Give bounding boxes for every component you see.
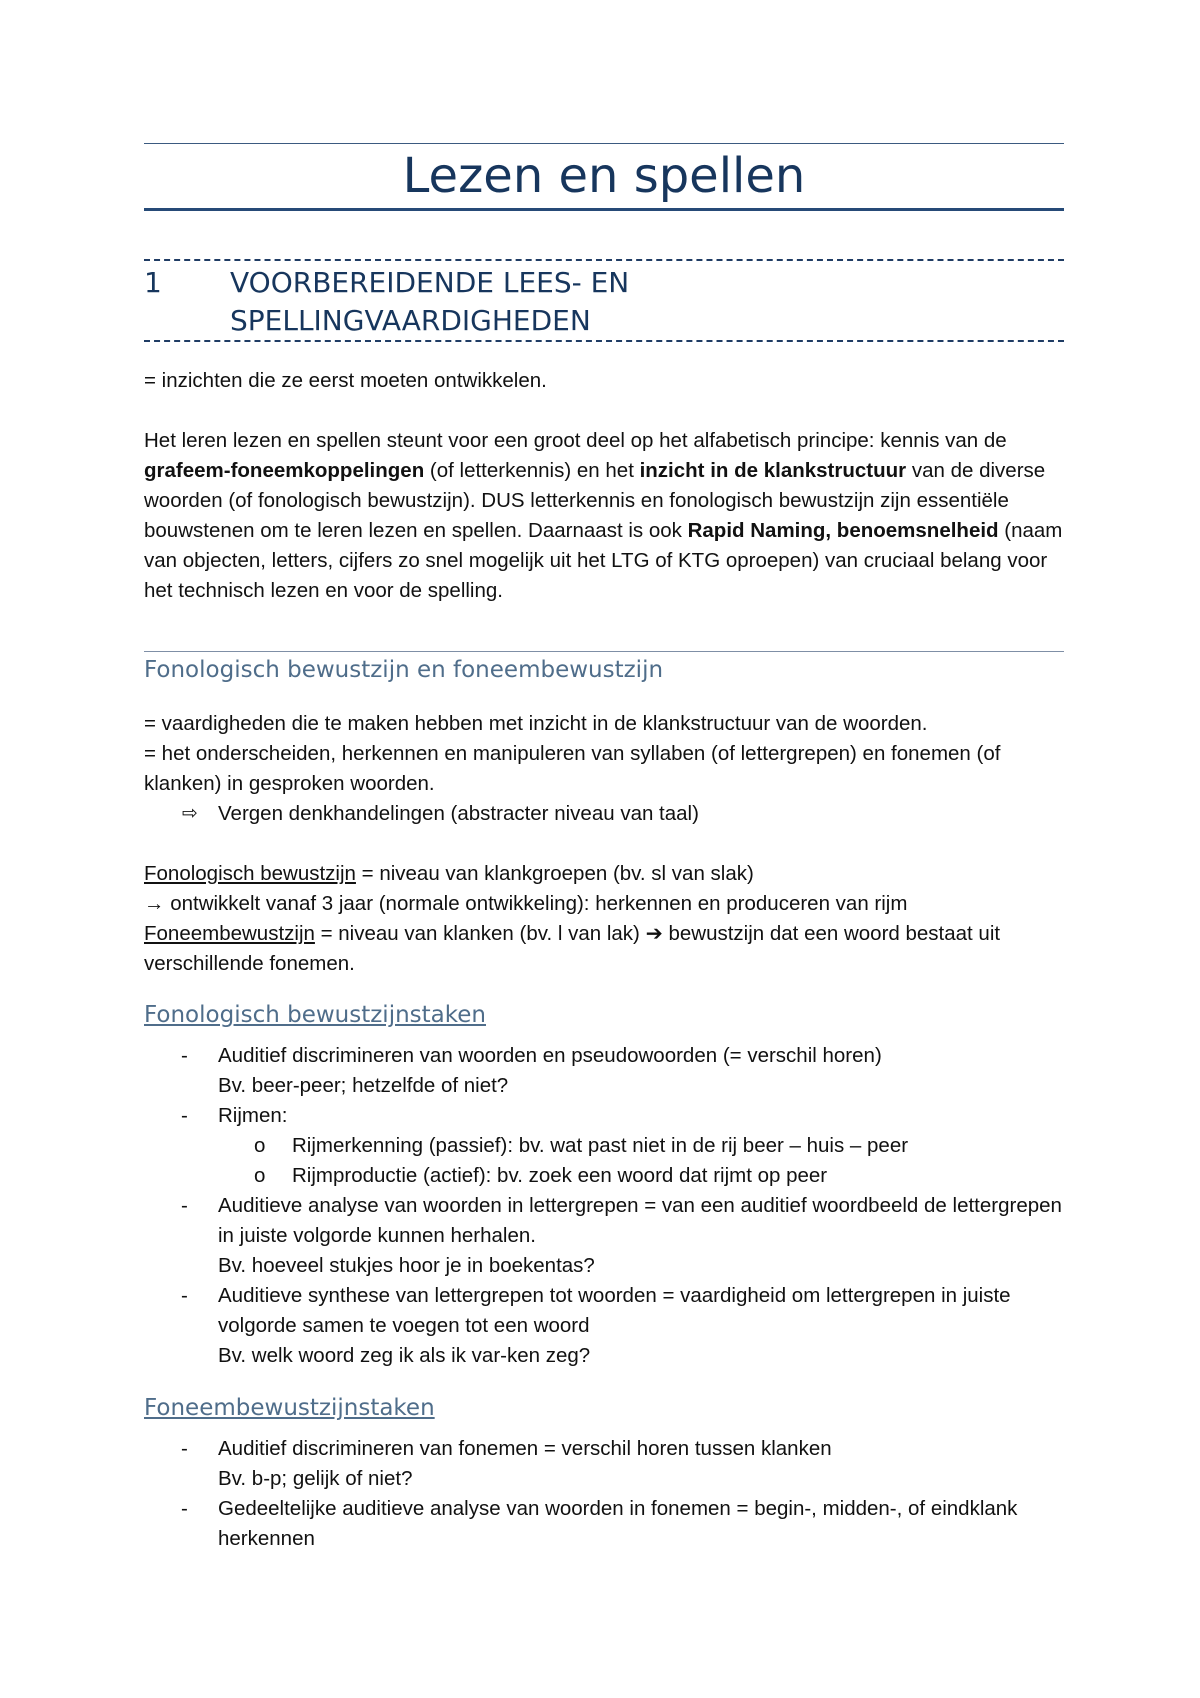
chapter-title-line2: SPELLINGVAARDIGHEDEN [230,304,591,337]
fbt-list [144,1041,1064,1371]
chapter-title-line1: VOORBEREIDENDE LEES- EN [230,266,630,299]
intro-bold-2: inzicht in de klankstructuur [639,459,907,482]
section-heading-fbt: Fonologisch bewustzijnstaken [144,1002,486,1028]
sub-list-item [144,1131,1064,1161]
sub-list-item [144,1161,1064,1191]
section-heading-ft: Foneembewustzijnstaken [144,1395,435,1421]
fb-development [144,889,1064,919]
list-item [144,1434,1064,1494]
chapter-rule-top [144,259,1064,261]
chapter-title [230,264,1050,340]
list-item [144,1494,1064,1554]
foneem-rest: bewustzijn dat een woord bestaat uit verschillende fonemen. [144,922,1001,975]
foneem-definition [144,919,1064,979]
dash-bullet: - [181,1044,188,1067]
list-item [144,1191,1064,1281]
fbt-item4-line2: Bv. welk woord zeg ik als ik var-ken zeg? [218,1344,591,1367]
intro-text-3: van de diverse woorden (of fonologisch bewustzijn). DUS letterkennis en fonologisch bewustzijn zijn essentiële bouwstenen om te leren lezen en spellen. Daarnaast is ook [144,459,1046,542]
title-rule-top [144,143,1064,144]
fb-dev-text: ontwikkelt vanaf 3 jaar (normale ontwikkeling): herkennen en produceren van rijm [164,892,908,915]
intro-text-4: (naam van objecten, letters, cijfers zo snel mogelijk uit het LTG of KTG oproepen) van cruciaal belang voor het technisch lezen en voor de spelling. [144,519,1063,602]
intro-bold-1: grafeem-foneemkoppelingen [144,459,425,482]
ft-item1-line1: Auditief discrimineren van fonemen = verschil horen tussen klanken [218,1437,832,1460]
fbt-item2-sub1: Rijmerkenning (passief): bv. wat past niet in de rij beer – huis – peer [292,1134,909,1157]
fb-line1: = vaardigheden die te maken hebben met inzicht in de klankstructuur van de woorden. [144,712,928,735]
document-title: Lezen en spellen [402,148,806,204]
foneem-term: Foneembewustzijn [144,922,315,945]
ft-item2: Gedeeltelijke auditieve analyse van woorden in fonemen = begin-, midden-, of eindklank herkennen [218,1497,1018,1550]
intro-text-1: Het leren lezen en spellen steunt voor een groot deel op het alfabetisch principe: kennis van de [144,429,1007,452]
fbt-item1-line1: Auditief discrimineren van woorden en pseudowoorden (= verschil horen) [218,1044,882,1067]
intro-bold-3: Rapid Naming, benoemsnelheid [687,519,999,542]
fb-def: = niveau van klankgroepen (bv. sl van slak) [355,862,754,885]
fb-term: Fonologisch bewustzijn [144,862,356,885]
intro-definition: = inzichten die ze eerst moeten ontwikkelen. [144,369,547,392]
dash-bullet: - [181,1437,188,1460]
arrow-right-icon: ⇨ [182,803,198,824]
chapter-rule-bottom [144,340,1064,342]
fb-arrow-text: Vergen denkhandelingen (abstracter niveau van taal) [218,802,699,825]
section-rule [144,651,1064,652]
list-item [144,1041,1064,1101]
arrow-icon: → [144,892,165,915]
ft-list [144,1434,1064,1554]
circle-bullet: o [254,1134,266,1157]
fb-arrow-line [144,799,1064,829]
ft-item1-line2: Bv. b-p; gelijk of niet? [218,1467,413,1490]
fbt-item2: Rijmen: [218,1104,288,1127]
chapter-number: 1 [144,266,162,299]
foneem-def: = niveau van klanken (bv. l van lak) [314,922,646,945]
title-rule-bottom [144,208,1064,211]
section-fb-body [144,709,1064,829]
fbt-item4-line1: Auditieve synthese van lettergrepen tot woorden = vaardigheid om lettergrepen in juiste volgorde samen te voegen tot een woord [218,1284,1011,1337]
dash-bullet: - [181,1497,188,1520]
fbt-item2-sub2: Rijmproductie (actief): bv. zoek een woord dat rijmt op peer [292,1164,828,1187]
intro-paragraph [144,426,1064,606]
intro-text-2: (of letterkennis) en het [424,459,640,482]
circle-bullet: o [254,1164,266,1187]
section-fb-definitions [144,859,1064,979]
bold-arrow-icon: ➔ [645,922,663,945]
list-item [144,1281,1064,1371]
fb-definition [144,859,1064,889]
dash-bullet: - [181,1194,188,1217]
fb-line2: = het onderscheiden, herkennen en manipuleren van syllaben (of lettergrepen) en fonemen (of klanken) in gesproken woorden. [144,742,1001,795]
dash-bullet: - [181,1284,188,1307]
list-item [144,1101,1064,1131]
dash-bullet: - [181,1104,188,1127]
section-heading-fb: Fonologisch bewustzijn en foneembewustzijn [144,657,664,683]
fbt-item3-line1: Auditieve analyse van woorden in lettergrepen = van een auditief woordbeeld de lettergrepen in juiste volgorde kunnen herhalen. [218,1194,1062,1247]
fbt-item1-line2: Bv. beer-peer; hetzelfde of niet? [218,1074,509,1097]
fbt-item3-line2: Bv. hoeveel stukjes hoor je in boekentas? [218,1254,595,1277]
